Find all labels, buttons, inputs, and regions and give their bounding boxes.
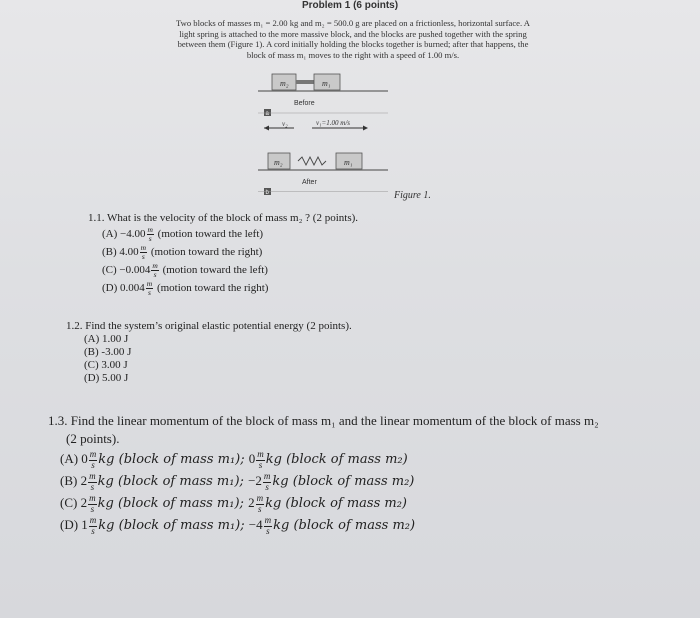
q2-option-c[interactable]: (C) 3.00 J	[84, 359, 128, 371]
momentum-value-m2: 0	[248, 451, 256, 466]
before-compressed-spring	[296, 80, 314, 84]
q1-option-c[interactable]	[102, 262, 358, 279]
q1-option-a[interactable]	[102, 226, 358, 243]
unit-fraction: $\frac{m}{s}$	[257, 449, 264, 470]
momentum-value-m1: 2	[80, 473, 88, 489]
unit-kg: kg	[98, 452, 119, 467]
block-m1-label: (block of mass m₁);	[117, 474, 249, 490]
question-1-1	[88, 212, 358, 298]
intro-line-2: light spring is attached to the more massive block, and the blocks are pushed together with the spring	[179, 28, 527, 39]
before-m1-label: m₁	[322, 79, 331, 88]
q3-option-d[interactable]	[60, 516, 688, 536]
v1-label: v₁=1.00 m/s	[316, 119, 350, 127]
unit-fraction: $\frac{m}{s}$	[89, 449, 97, 470]
after-spring	[298, 157, 326, 165]
v2-arrowhead	[264, 126, 269, 131]
unit-fraction: $\frac{m}{s}$	[89, 471, 96, 492]
option-direction: (motion toward the right)	[154, 282, 269, 295]
momentum-value-m2: 2	[248, 495, 255, 511]
option-value: 0.004	[120, 282, 145, 295]
option-letter: (A)	[60, 451, 82, 466]
q3-stem-a: 1.3. Find the linear momentum of the block of mass m₁ and the linear momentum of the block of mass m₂	[48, 413, 599, 428]
block-m2-label: (block of mass m₂)	[286, 452, 408, 467]
option-value: 4.00	[119, 246, 139, 259]
q3-option-c[interactable]	[60, 494, 688, 514]
q3-options	[48, 450, 688, 536]
block-m2-label: (block of mass m₂)	[293, 518, 416, 534]
unit-kg: kg	[97, 496, 118, 512]
unit-kg: kg	[265, 496, 286, 512]
momentum-value-m1: 1	[81, 517, 88, 533]
q1-options	[88, 226, 358, 297]
unit-fraction: $\frac{m}{s}$	[256, 493, 264, 514]
unit-kg: kg	[97, 474, 118, 490]
intro-line-4: block of mass m₁ moves to the right with a speed of 1.00 m/s.	[246, 49, 460, 60]
before-m2-label: m₂	[280, 79, 289, 88]
unit-fraction: $\frac{m}{s}$	[89, 515, 97, 536]
q2-option-a[interactable]: (A) 1.00 J	[84, 333, 129, 345]
option-direction: (motion toward the left)	[159, 264, 268, 277]
unit-fraction: $\frac{m}{s}$	[152, 261, 158, 279]
question-1-3	[48, 412, 688, 538]
option-letter: (D)	[102, 282, 121, 295]
after-m2-label: m₂	[274, 158, 283, 167]
figure-caption: Figure 1.	[394, 190, 431, 201]
option-letter: (C)	[102, 264, 120, 277]
option-direction: (motion toward the right)	[148, 246, 263, 259]
momentum-value-m1: 2	[80, 495, 88, 511]
option-letter: (C)	[60, 495, 81, 511]
q1-option-d[interactable]	[102, 280, 358, 297]
figure-tag-a-text: a	[265, 111, 269, 117]
unit-fraction: $\frac{m}{s}$	[263, 471, 271, 492]
q3-option-a[interactable]	[60, 450, 688, 470]
option-letter: (D)	[60, 517, 82, 533]
unit-fraction: $\frac{m}{s}$	[89, 493, 96, 514]
q1-stem: 1.1. What is the velocity of the block of mass m₂ ? (2 points).	[88, 212, 359, 224]
momentum-value-m2: −4	[248, 517, 263, 533]
q2-option-d[interactable]: (D) 5.00 J	[84, 372, 129, 384]
momentum-value-m2: −2	[248, 473, 262, 489]
after-m1-label: m₁	[344, 158, 353, 167]
figure-tag-b-text: b	[265, 190, 269, 196]
unit-kg: kg	[98, 518, 119, 534]
option-letter: (B)	[102, 246, 120, 259]
v2-label: v₂	[282, 120, 288, 128]
v1-arrowhead	[363, 126, 368, 131]
problem-title: Problem 1 (6 points)	[301, 0, 399, 11]
before-label: Before	[294, 100, 315, 107]
after-label: After	[302, 179, 317, 186]
option-value: −4.00	[120, 228, 146, 241]
block-m2-label: (block of mass m₂)	[292, 474, 415, 490]
momentum-value-m1: 0	[81, 451, 88, 466]
unit-fraction: $\frac{m}{s}$	[147, 225, 153, 243]
intro-line-1: Two blocks of masses m₁ = 2.00 kg and m₂ = 500.0 g are placed on a frictionless, horizontal surface. A	[176, 18, 530, 28]
block-m1-label: (block of mass m₁);	[117, 496, 249, 512]
block-m1-label: (block of mass m₁);	[118, 452, 249, 467]
unit-fraction: $\frac{m}{s}$	[140, 243, 147, 261]
problem-intro	[118, 18, 588, 60]
block-m1-label: (block of mass m₁);	[118, 518, 249, 534]
question-1-2	[66, 320, 352, 385]
unit-kg: kg	[273, 518, 294, 534]
q1-option-b[interactable]	[102, 244, 358, 261]
q2-options	[66, 333, 352, 385]
option-letter: (B)	[60, 473, 81, 489]
unit-fraction: $\frac{m}{s}$	[146, 279, 153, 297]
block-m2-label: (block of mass m₂)	[285, 496, 408, 512]
figure-blocks-diagram	[250, 66, 400, 196]
option-letter: (A)	[102, 228, 121, 241]
unit-fraction: $\frac{m}{s}$	[264, 515, 272, 536]
unit-kg: kg	[272, 474, 293, 490]
q3-stem-b: (2 points).	[66, 431, 120, 446]
intro-line-3: between them (Figure 1). A cord initially holding the blocks together is burned; after that happens, the	[177, 39, 529, 49]
q3-option-b[interactable]	[60, 472, 688, 492]
q2-stem: 1.2. Find the system’s original elastic potential energy (2 points).	[66, 320, 352, 332]
q2-option-b[interactable]: (B) -3.00 J	[84, 346, 132, 358]
option-direction: (motion toward the left)	[154, 228, 264, 241]
option-value: −0.004	[119, 264, 151, 277]
unit-kg: kg	[265, 452, 287, 467]
